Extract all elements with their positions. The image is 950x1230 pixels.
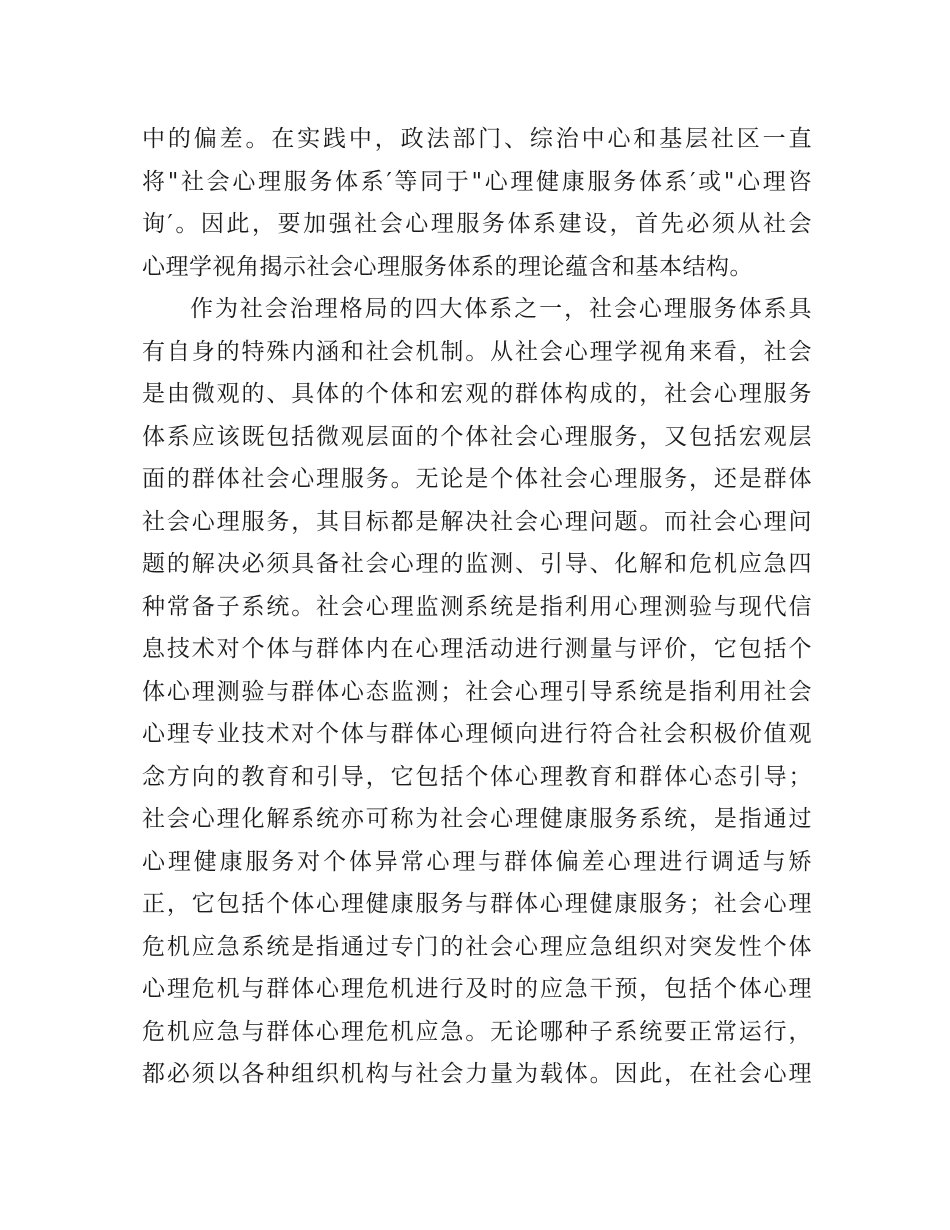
text-line: 题的解决必须具备社会心理的监测、引导、化解和危机应急四 <box>142 551 812 577</box>
text-line: 念方向的教育和引导，它包括个体心理教育和群体心态引导； <box>142 763 812 790</box>
text-line: 危机应急系统是指通过专门的社会心理应急组织对突发性个体 <box>142 933 812 960</box>
text-line: 心理专业技术对个体与群体心理倾向进行符合社会积极价值观 <box>142 721 812 747</box>
text-line: 危机应急与群体心理危机应急。无论哪种子系统要正常运行， <box>142 1018 812 1045</box>
text-line: 正，它包括个体心理健康服务与群体心理健康服务；社会心理 <box>142 891 812 917</box>
text-line: 将"社会心理服务体系′等同于"心理健康服务体系′或"心理咨 <box>142 168 812 195</box>
document-body-text <box>142 118 812 1096</box>
text-line: 种常备子系统。社会心理监测系统是指利用心理测验与现代信 <box>142 593 812 620</box>
text-line: 息技术对个体与群体内在心理活动进行测量与评价，它包括个 <box>142 636 812 662</box>
text-line: 中的偏差。在实践中，政法部门、综治中心和基层社区一直 <box>142 126 812 152</box>
text-line: 询′。因此，要加强社会心理服务体系建设，首先必须从社会 <box>142 211 812 237</box>
text-line: 有自身的特殊内涵和社会机制。从社会心理学视角来看，社会 <box>142 338 812 365</box>
text-line-paragraph-start: 作为社会治理格局的四大体系之一，社会心理服务体系具 <box>190 296 812 322</box>
text-line: 体系应该既包括微观层面的个体社会心理服务，又包括宏观层 <box>142 423 812 450</box>
text-line: 面的群体社会心理服务。无论是个体社会心理服务，还是群体 <box>142 466 812 492</box>
text-line: 都必须以各种组织机构与社会力量为载体。因此，在社会心理 <box>142 1061 812 1087</box>
text-line: 社会心理服务，其目标都是解决社会心理问题。而社会心理问 <box>142 508 812 535</box>
text-line: 是由微观的、具体的个体和宏观的群体构成的，社会心理服务 <box>142 381 812 407</box>
text-line: 社会心理化解系统亦可称为社会心理健康服务系统，是指通过 <box>142 806 812 832</box>
text-line: 心理健康服务对个体异常心理与群体偏差心理进行调适与矫 <box>142 848 812 875</box>
text-line: 体心理测验与群体心态监测；社会心理引导系统是指利用社会 <box>142 678 812 705</box>
text-line: 心理危机与群体心理危机进行及时的应急干预，包括个体心理 <box>142 976 812 1002</box>
text-line-paragraph-end: 心理学视角揭示社会心理服务体系的理论蕴含和基本结构。 <box>142 253 753 280</box>
